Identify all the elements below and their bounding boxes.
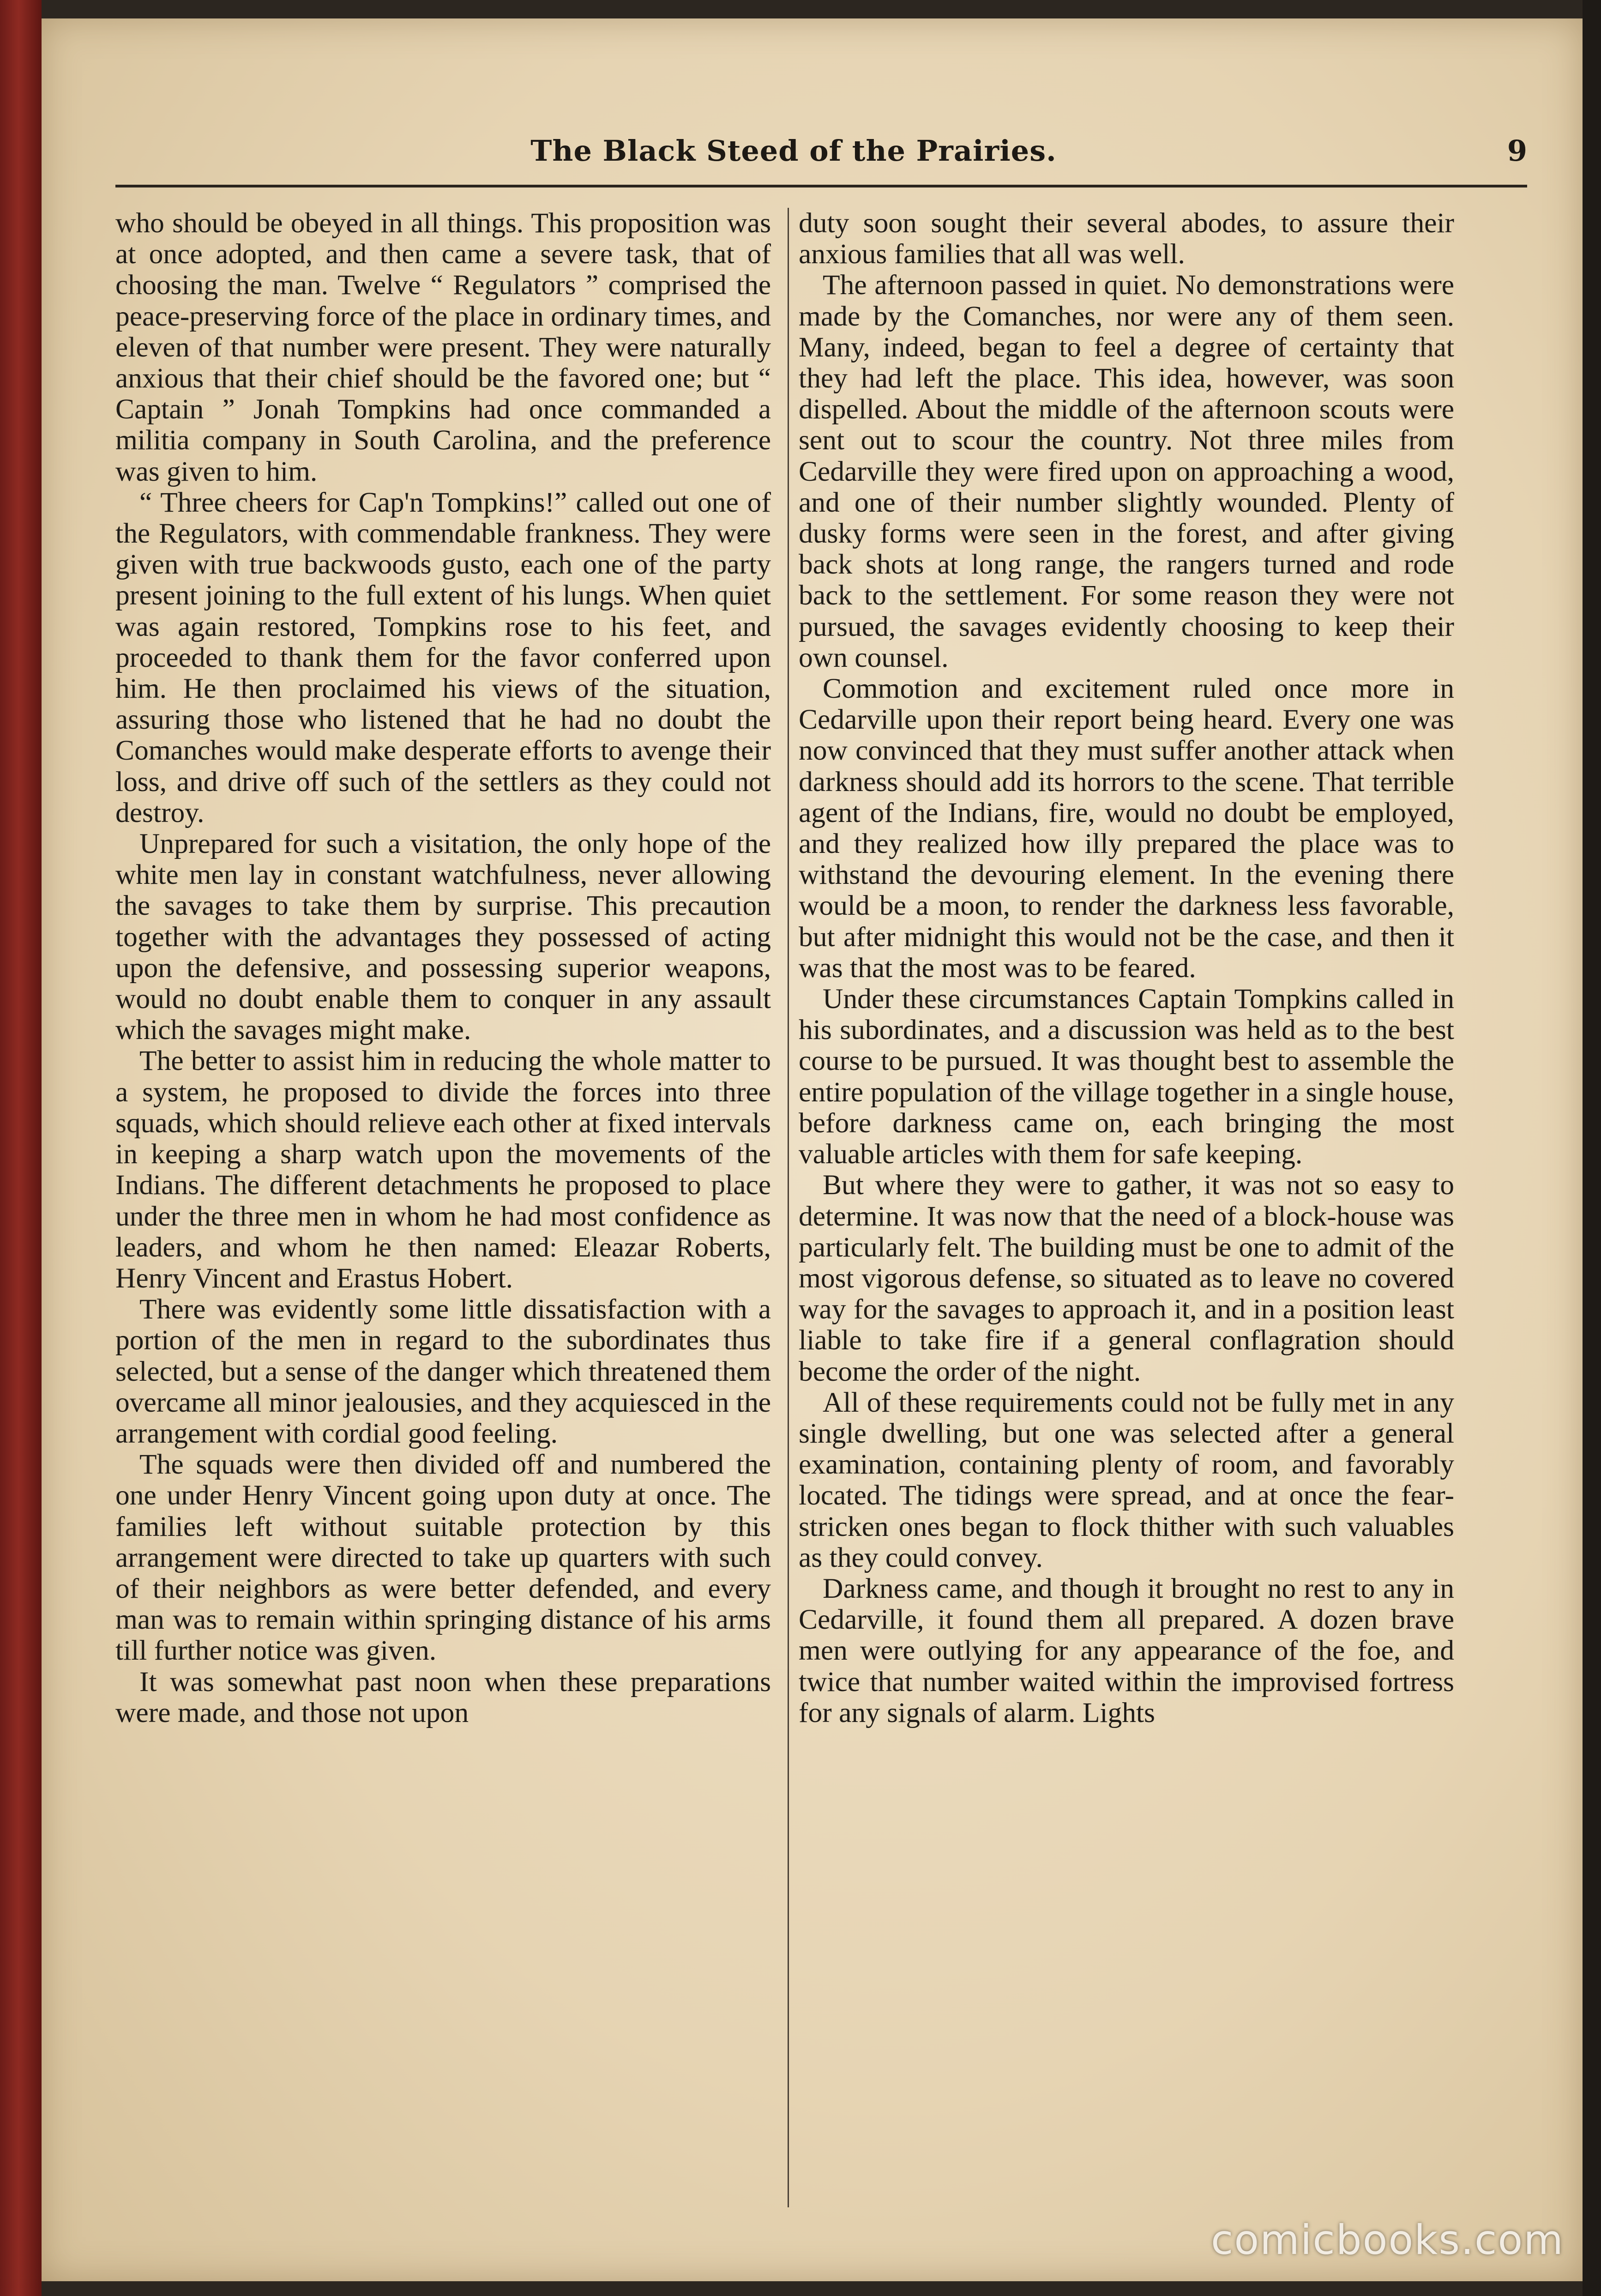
paragraph: Darkness came, and though it brought no rest to any in Cedarville, it found them all prepared. A dozen brave men were outlying for any appearance of the foe, and twice that number waited within the improvised fortress for any signals of alarm. Lights <box>799 1572 1454 1728</box>
paragraph: The afternoon passed in quiet. No demonstrations were made by the Comanches, nor were any of them seen. Many, indeed, began to feel a degree of certainty that they had left the place. This idea, however, was soon dispelled. About the middle of the afternoon scouts were sent out to scour the country. Not three miles from Cedarville they were fired upon on approaching a wood, and one of their number slightly wounded. Plenty of dusky forms were seen in the forest, and after giving back shots at long range, the rangers turned and rode back to the settlement. For some reason they were not pursued, the savages evidently choosing to keep their own counsel. <box>799 269 1454 673</box>
paragraph: There was evidently some little dissatisfaction with a portion of the men in regard to the subordinates thus selected, but a sense of the danger which threatened them overcame all minor jealousies, and they acquiesced in the arrangement with cordial good feeling. <box>115 1293 771 1449</box>
page-edge <box>1583 0 1601 2296</box>
running-title: The Black Steed of the Prairies. <box>530 134 1057 168</box>
header-rule <box>115 185 1527 187</box>
paragraph: “ Three cheers for Cap'n Tompkins!” called out one of the Regulators, with commendable frankness. They were given with true backwoods gusto, each one of the party present joining to the full extent of his lungs. When quiet was again restored, Tompkins rose to his feet, and proceeded to thank them for the favor conferred upon him. He then proclaimed his views of the situation, assuring those who listened that he had no doubt the Comanches would make desperate efforts to avenge their loss, and drive off such of the settlers as they could not destroy. <box>115 486 771 828</box>
paragraph: But where they were to gather, it was not so easy to determine. It was now that the need of a block-house was particularly felt. The building must be one to admit of the most vigorous defense, so situated as to leave no covered way for the savages to approach it, and in a position least liable to take fire if a general conflagration should become the order of the night. <box>799 1169 1454 1387</box>
site-watermark: comicbooks.com <box>1210 2216 1564 2264</box>
page-number: 9 <box>1507 134 1527 168</box>
running-header <box>115 134 1527 189</box>
paragraph: All of these requirements could not be fully met in any single dwelling, but one was selected after a general examination, containing plenty of room, and favorably located. The tidings were spread, and at once the fear-stricken ones began to flock thither with such valuables as they could convey. <box>799 1386 1454 1573</box>
left-column <box>115 208 771 1728</box>
paragraph: It was somewhat past noon when these preparations were made, and those not upon <box>115 1666 771 1728</box>
paragraph: who should be obeyed in all things. This proposition was at once adopted, and then came a severe task, that of choosing the man. Twelve “ Regulators ” comprised the peace-preserving force of the place in ordinary times, and eleven of that number were present. They were naturally anxious that their chief should be the favored one; but “ Captain ” Jonah Tompkins had once commanded a militia company in South Carolina, and the preference was given to him. <box>115 207 771 487</box>
paragraph: The better to assist him in reducing the whole matter to a system, he proposed to divide the forces into three squads, which should relieve each other at fixed intervals in keeping a sharp watch upon the movements of the Indians. The different detachments he proposed to place under the three men in whom he had most confidence as leaders, and whom he then named: Eleazar Roberts, Henry Vincent and Erastus Hobert. <box>115 1045 771 1294</box>
paragraph: Under these circumstances Captain Tompkins called in his subordinates, and a discussion was held as to the best course to be pursued. It was thought best to assemble the entire population of the village together in a single house, before darkness came on, each bringing the most valuable articles with them for safe keeping. <box>799 983 1454 1170</box>
paragraph: Unprepared for such a visitation, the only hope of the white men lay in constant watchfulness, never allowing the savages to take them by surprise. This precaution together with the advantages they possessed of acting upon the defensive, and possessing superior weapons, would no doubt enable them to conquer in any assault which the savages might make. <box>115 828 771 1046</box>
paragraph: duty soon sought their several abodes, to assure their anxious families that all was well. <box>799 207 1454 270</box>
right-column <box>799 208 1454 1728</box>
paragraph: Commotion and excitement ruled once more in Cedarville upon their report being heard. Every one was now convinced that they must suffer another attack when darkness should add its horrors to the scene. That terrible agent of the Indians, fire, would no doubt be employed, and they realized how illy prepared the place was to withstand the devouring element. In the evening there would be a moon, to render the darkness less favorable, but after midnight this would not be the case, and then it was that the most was to be feared. <box>799 673 1454 984</box>
column-divider <box>788 208 789 2207</box>
paragraph: The squads were then divided off and numbered the one under Henry Vincent going upon duty at once. The families left without suitable protection by this arrangement were directed to take up quarters with such of their neighbors as were better defended, and every man was to remain within springing distance of his arms till further notice was given. <box>115 1449 771 1667</box>
book-binding <box>0 0 42 2296</box>
book-page <box>42 18 1583 2281</box>
